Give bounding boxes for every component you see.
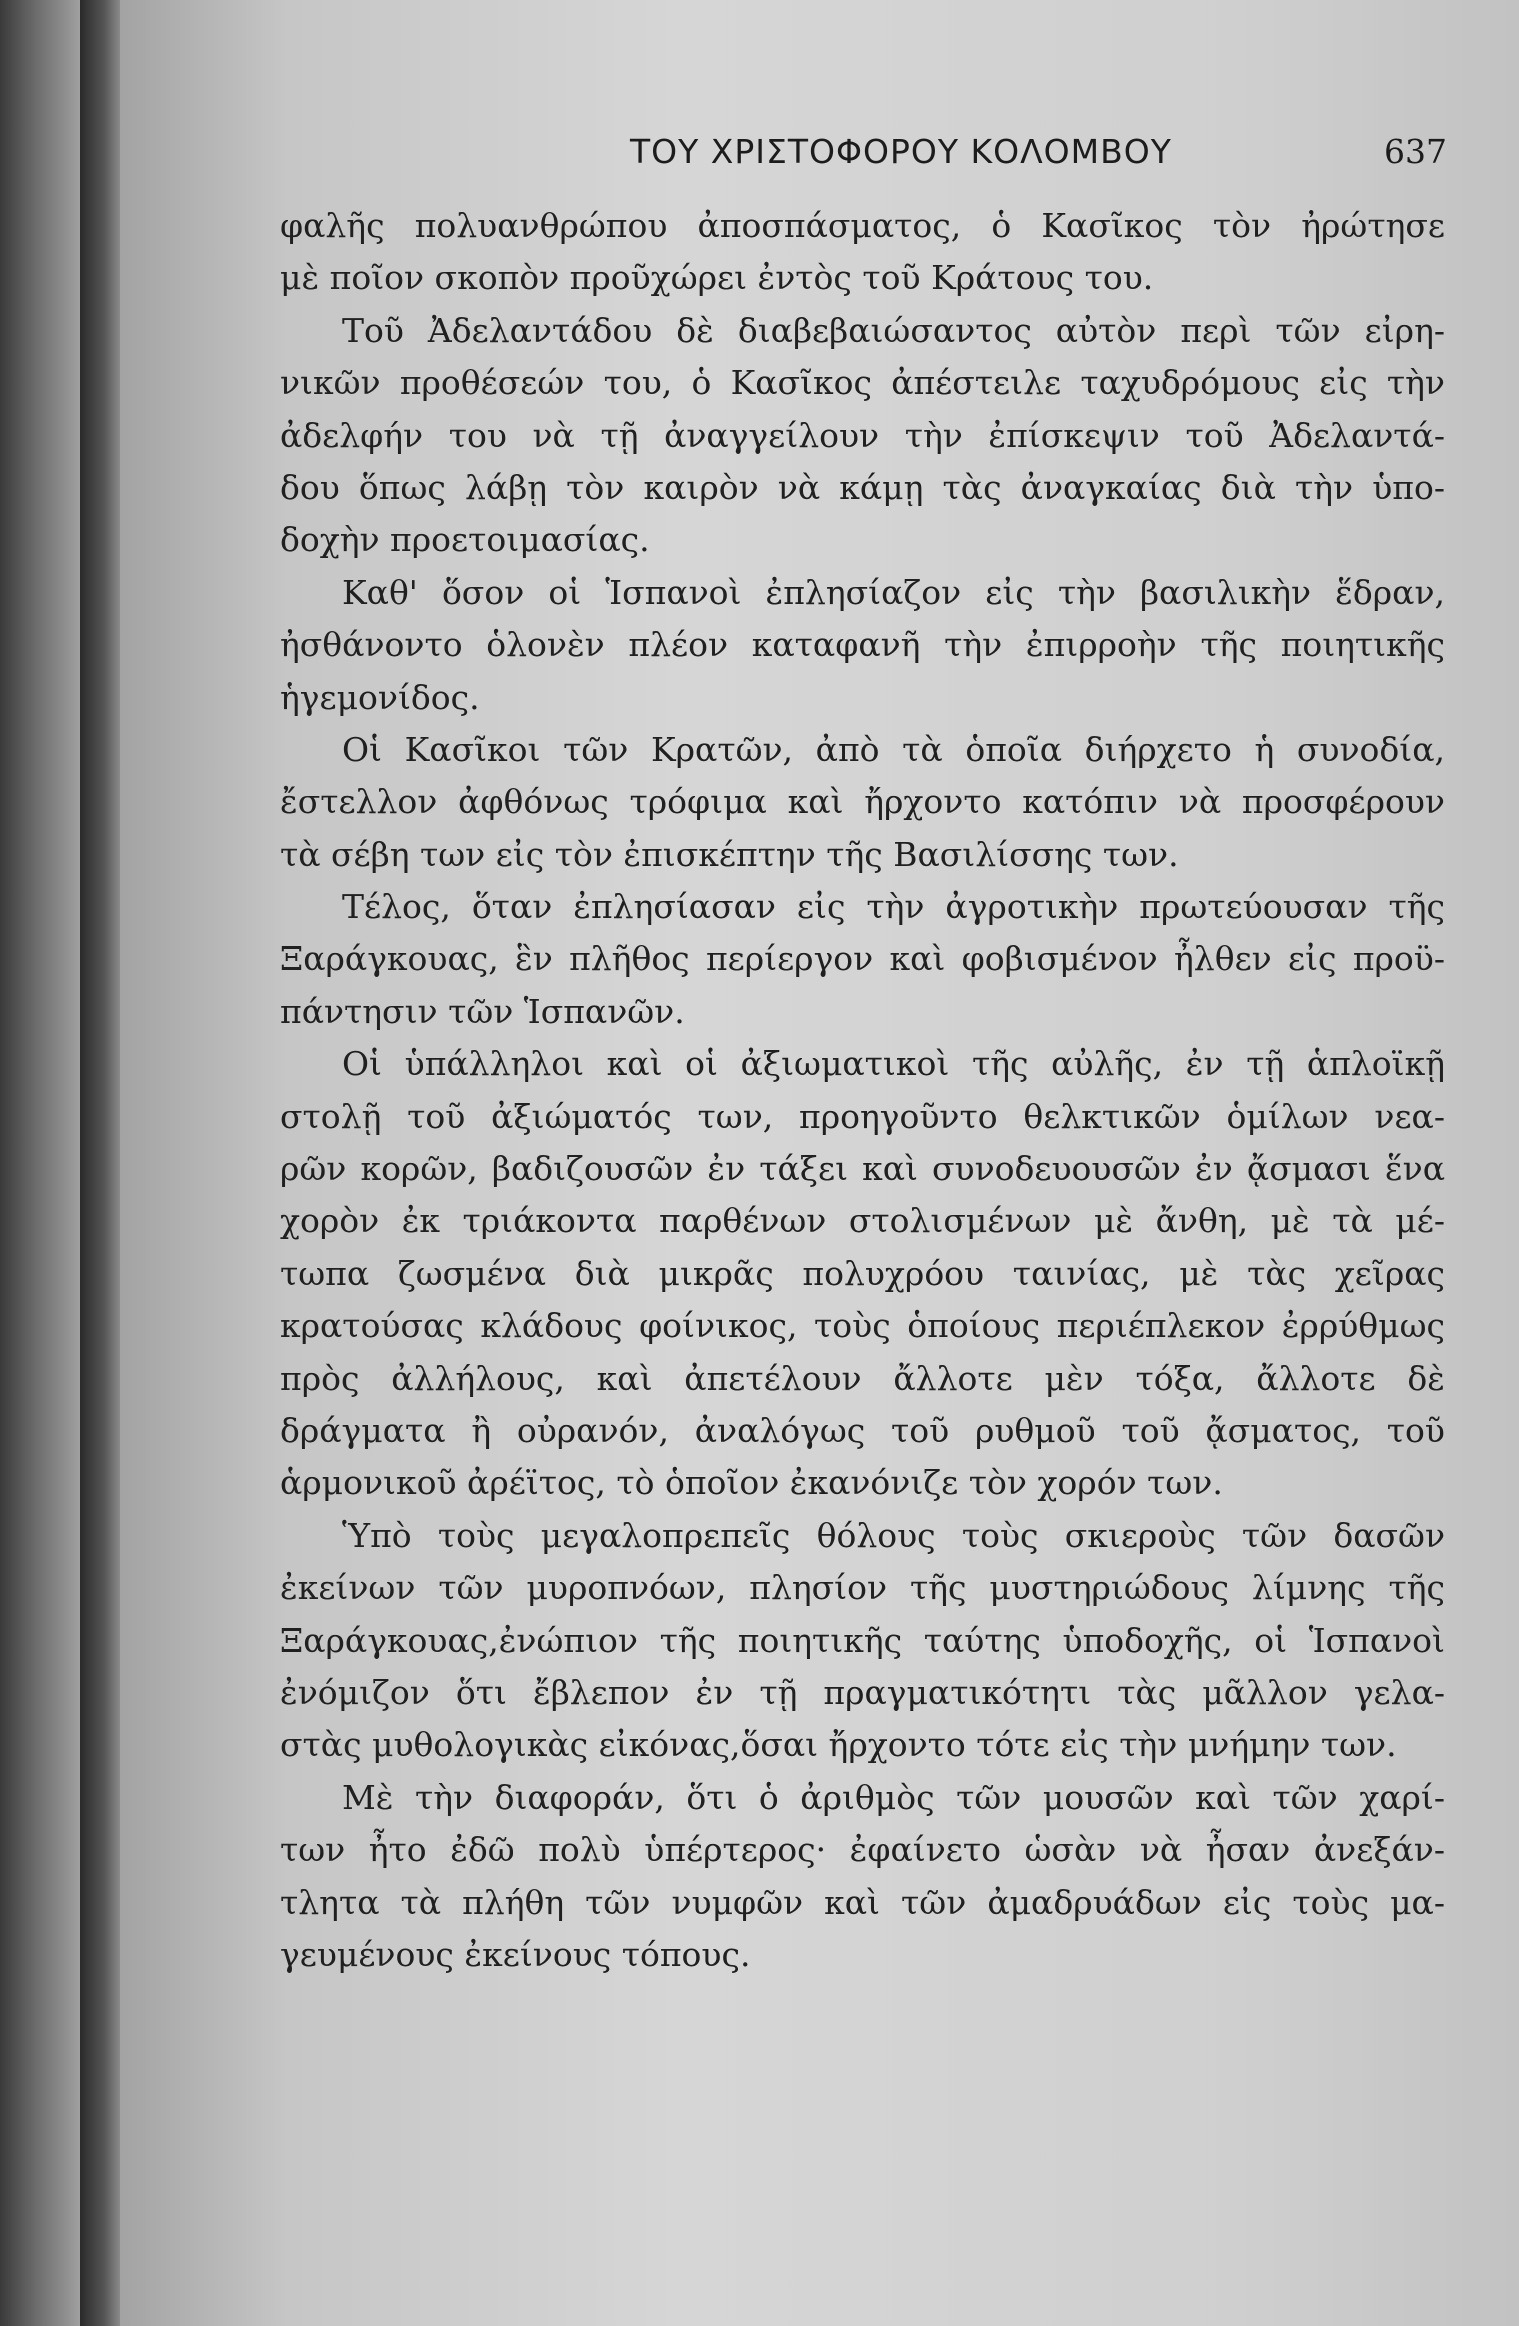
- adjacent-page-edge: [0, 0, 80, 2326]
- running-head: ΤΟΥ ΧΡΙΣΤΟΦΟΡΟΥ ΚΟΛΟΜΒΟΥ: [630, 132, 1172, 171]
- text-line: ἠσθάνοντο ὁλονὲν πλέον καταφανῆ τὴν ἐπιρροὴν τῆς ποιητικῆς: [280, 625, 1445, 665]
- text-line: τωπα ζωσμένα διὰ μικρᾶς πολυχρόου ταινίας, μὲ τὰς χεῖρας: [280, 1253, 1445, 1293]
- text-line: στολῇ τοῦ ἀξιώματός των, προηγοῦντο θελκτικῶν ὁμίλων νεα-: [280, 1096, 1445, 1136]
- text-line: δοχὴν προετοιμασίας.: [280, 520, 650, 560]
- body-text: [280, 200, 1445, 1981]
- text-line: μὲ ποῖον σκοπὸν προῦχώρει ἐντὸς τοῦ Κράτους του.: [280, 258, 1154, 298]
- text-line: ἐνόμιζον ὅτι ἔβλεπον ἐν τῇ πραγματικότητι τὰς μᾶλλον γελα-: [280, 1672, 1445, 1712]
- text-line: Ὑπὸ τοὺς μεγαλοπρεπεῖς θόλους τοὺς σκιεροὺς τῶν δασῶν: [342, 1515, 1445, 1555]
- text-line: Ξαράγκουας,ἐνώπιον τῆς ποιητικῆς ταύτης ὑποδοχῆς, οἱ Ἱσπανοὶ: [280, 1620, 1445, 1660]
- text-line: πρὸς ἀλλήλους, καὶ ἀπετέλουν ἄλλοτε μὲν τόξα, ἄλλοτε δὲ: [280, 1358, 1445, 1398]
- text-line: ἐκείνων τῶν μυροπνόων, πλησίον τῆς μυστηριώδους λίμνης τῆς: [280, 1568, 1445, 1608]
- text-line: ἀδελφήν του νὰ τῇ ἀναγγείλουν τὴν ἐπίσκεψιν τοῦ Ἀδελαντά-: [280, 415, 1445, 455]
- text-line: φαλῆς πολυανθρώπου ἀποσπάσματος, ὁ Κασῖκος τὸν ἠρώτησε: [280, 206, 1445, 245]
- text-line: ρῶν κορῶν, βαδιζουσῶν ἐν τάξει καὶ συνοδευουσῶν ἐν ᾄσμασι ἕνα: [280, 1149, 1445, 1189]
- page-number: 637: [1384, 132, 1447, 171]
- text-line: τλητα τὰ πλήθη τῶν νυμφῶν καὶ τῶν ἀμαδρυάδων εἰς τοὺς μα-: [280, 1882, 1445, 1922]
- text-line: πάντησιν τῶν Ἱσπανῶν.: [280, 991, 685, 1031]
- text-line: των ἦτο ἐδῶ πολὺ ὑπέρτερος· ἐφαίνετο ὡσὰν νὰ ἦσαν ἀνεξάν-: [280, 1830, 1445, 1870]
- text-line: χορὸν ἐκ τριάκοντα παρθένων στολισμένων μὲ ἄνθη, μὲ τὰ μέ-: [280, 1201, 1445, 1241]
- text-line: Τέλος, ὅταν ἐπλησίασαν εἰς τὴν ἀγροτικὴν πρωτεύουσαν τῆς: [342, 887, 1445, 927]
- text-line: Τοῦ Ἀδελαντάδου δὲ διαβεβαιώσαντος αὐτὸν περὶ τῶν εἰρη-: [342, 310, 1445, 350]
- text-line: Μὲ τὴν διαφοράν, ὅτι ὁ ἀριθμὸς τῶν μουσῶν καὶ τῶν χαρί-: [342, 1777, 1445, 1817]
- text-line: ἔστελλον ἀφθόνως τρόφιμα καὶ ἤρχοντο κατόπιν νὰ προσφέρουν: [280, 782, 1445, 822]
- text-line: δου ὅπως λάβῃ τὸν καιρὸν νὰ κάμῃ τὰς ἀναγκαίας διὰ τὴν ὑπο-: [280, 467, 1445, 507]
- text-line: στὰς μυθολογικὰς εἰκόνας,ὅσαι ἤρχοντο τότε εἰς τὴν μνήμην των.: [280, 1725, 1397, 1765]
- text-line: Οἱ Κασῖκοι τῶν Κρατῶν, ἀπὸ τὰ ὁποῖα διήρχετο ἡ συνοδία,: [342, 729, 1445, 769]
- text-line: δράγματα ἢ οὐρανόν, ἀναλόγως τοῦ ρυθμοῦ τοῦ ᾄσματος, τοῦ: [280, 1410, 1445, 1450]
- text-line: ἡγεμονίδος.: [280, 677, 480, 717]
- text-line: τὰ σέβη των εἰς τὸν ἐπισκέπτην τῆς Βασιλίσσης των.: [280, 834, 1179, 874]
- text-line: Καθ' ὅσον οἱ Ἱσπανοὶ ἐπλησίαζον εἰς τὴν βασιλικὴν ἕδραν,: [342, 572, 1445, 612]
- text-line: κρατούσας κλάδους φοίνικος, τοὺς ὁποίους περιέπλεκον ἐρρύθμως: [280, 1306, 1445, 1346]
- text-line: Ξαράγκουας, ἓν πλῆθος περίεργον καὶ φοβισμένον ἦλθεν εἰς προϋ-: [280, 939, 1445, 979]
- text-line: γευμένους ἐκείνους τόπους.: [280, 1934, 751, 1974]
- text-line: ἁρμονικοῦ ἀρέϊτος, τὸ ὁποῖον ἐκανόνιζε τὸν χορόν των.: [280, 1463, 1223, 1503]
- book-gutter: [80, 0, 120, 2326]
- text-line: Οἱ ὑπάλληλοι καὶ οἱ ἀξιωματικοὶ τῆς αὐλῆς, ἐν τῇ ἁπλοϊκῇ: [342, 1044, 1445, 1084]
- text-line: νικῶν προθέσεών του, ὁ Κασῖκος ἀπέστειλε ταχυδρόμους εἰς τὴν: [280, 363, 1445, 403]
